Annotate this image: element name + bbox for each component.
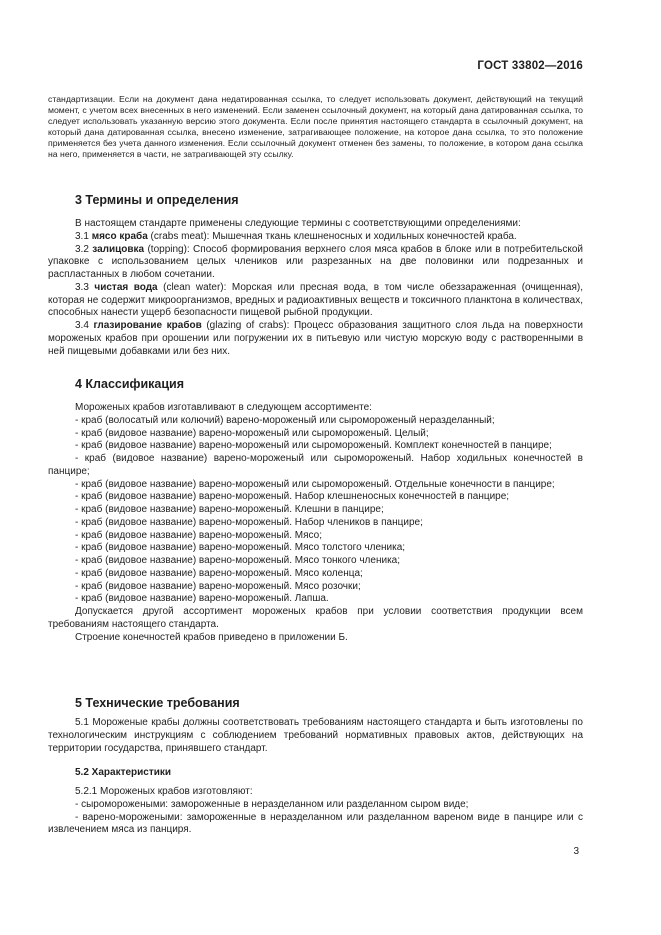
term-name: мясо краба: [91, 230, 148, 242]
list-item: - краб (видовое название) варено-мороженый. Лапша.: [75, 593, 329, 605]
section-4-note-1: Допускается другой ассортимент мороженых крабов при условии соответствия продукции всем требованиям настоящего стандарта.: [48, 606, 583, 630]
section-4-lead: Мороженых крабов изготавливают в следующем ассортименте:: [75, 402, 372, 413]
list-item: - краб (волосатый или колючий) варено-мороженый или сыромороженый неразделанный;: [75, 414, 495, 426]
list-item: - краб (видовое название) варено-мороженый. Мясо тонкого членика;: [75, 555, 400, 566]
section-5-2-body: [48, 786, 583, 837]
section-3-body: [48, 218, 583, 358]
term-3-2: [48, 244, 583, 282]
section-5-body: [48, 717, 583, 755]
list-item: - краб (видовое название) варено-мороженый или сыромороженый. Отдельные конечности в панцире;: [75, 478, 555, 490]
term-name: глазирование крабов: [93, 320, 202, 331]
intro-text: стандартизации. Если на документ дана недатированная ссылка, то следует использовать документ, действующий на текущий момент, с учетом всех внесенных в него изменений. Если заменен ссылочный документ, на который дана датированная ссылка, то следует использовать указанную версию этого документа. Если после принятия настоящего стандарта в ссылочный документ, на который дана датированная ссылка, внесено изменение, затрагивающее положение, на которое дана ссылка, то это положение применяется без учета данного изменения. Если ссылочный документ отменен без замены, то положение, в котором дана ссылка на него, применяется в части, не затрагивающей эту ссылку.: [48, 94, 583, 160]
paragraph-5-1: 5.1 Мороженые крабы должны соответствовать требованиям настоящего стандарта и быть изготовлены по технологическим инструкциям с соблюдением требований нормативных правовых актов, действующих на территории государства, принявшего стандарт.: [48, 717, 583, 754]
list-item: - краб (видовое название) варено-мороженый. Набор клешненосных конечностей в панцире;: [75, 491, 510, 503]
term-number: 3.1: [75, 230, 92, 242]
subsection-5-2-title: 5.2 Характеристики: [75, 767, 172, 778]
list-item: - краб (видовое название) варено-мороженый или сыромороженый. Набор ходильных конечностей в панцире;: [48, 453, 583, 477]
section-4-body: [48, 402, 583, 644]
term-number: 3.3: [75, 281, 95, 293]
list-item: - краб (видовое название) варено-мороженый или сыромороженый. Целый;: [75, 427, 429, 439]
paragraph-5-2-1: 5.2.1 Мороженых крабов изготовляют:: [75, 786, 253, 797]
list-item: - краб (видовое название) варено-мороженый. Мясо коленца;: [75, 567, 363, 579]
term-number: 3.2: [75, 243, 93, 255]
term-3-1: [48, 231, 583, 244]
list-item: - варено-морожеными: замороженные в неразделанном или разделанном вареном виде в панцире или с извлечением мяса из панциря.: [48, 811, 583, 836]
section-4-title: 4 Классификация: [75, 377, 185, 391]
term-name: залицовка: [92, 243, 145, 255]
term-definition: (crabs meat): Мышечная ткань клешненосных и ходильных конечностей краба.: [147, 230, 517, 242]
document-id-header: ГОСТ 33802—2016: [477, 60, 583, 72]
page-number: 3: [573, 846, 579, 857]
term-definition: (topping): Способ формирования верхнего слоя мяса крабов в блоке или в потребительской упаковке с использованием целых члеников или разрезанных на две половинки или подрезанных и распластанных в любом сочетании.: [48, 243, 583, 280]
term-definition: (glazing of crabs): Процесс образования защитного слоя льда на поверхности мороженых крабов при орошении или погружении их в питьевую или чистую морскую воду с растворенными в ней пищевыми добавками или без них.: [48, 320, 584, 357]
term-3-3: [48, 282, 583, 320]
section-3-lead: В настоящем стандарте применены следующие термины с соответствующими определениями:: [75, 218, 521, 229]
section-4-note-2: Строение конечностей крабов приведено в приложении Б.: [75, 631, 348, 643]
term-name: чистая вода: [94, 281, 158, 293]
term-3-4: [48, 320, 583, 358]
list-item: - краб (видовое название) варено-мороженый. Мясо толстого членика;: [75, 542, 406, 554]
term-number: 3.4: [75, 320, 94, 331]
intro-paragraph: [48, 94, 583, 161]
list-item: - сыроморожеными: замороженные в неразделанном или разделанном сыром виде;: [75, 798, 469, 810]
list-item: - краб (видовое название) варено-мороженый или сыромороженый. Комплект конечностей в панцире;: [75, 440, 552, 452]
section-5-title: 5 Технические требования: [75, 696, 240, 710]
section-3-title: 3 Термины и определения: [75, 193, 239, 207]
list-item: - краб (видовое название) варено-мороженый. Набор члеников в панцире;: [75, 516, 423, 528]
term-definition: (clean water): Морская или пресная вода, в том числе обеззараженная (очищенная), которая не содержит микроорганизмов, вредных и радиоактивных веществ и токсичного планктона в количествах, способных нанести ущерб безопасности пищевой рыбной продукции.: [48, 281, 583, 319]
list-item: - краб (видовое название) варено-мороженый. Мясо розочки;: [75, 580, 361, 592]
list-item: - краб (видовое название) варено-мороженый. Клешни в панцире;: [75, 504, 384, 515]
list-item: - краб (видовое название) варено-мороженый. Мясо;: [75, 529, 322, 541]
